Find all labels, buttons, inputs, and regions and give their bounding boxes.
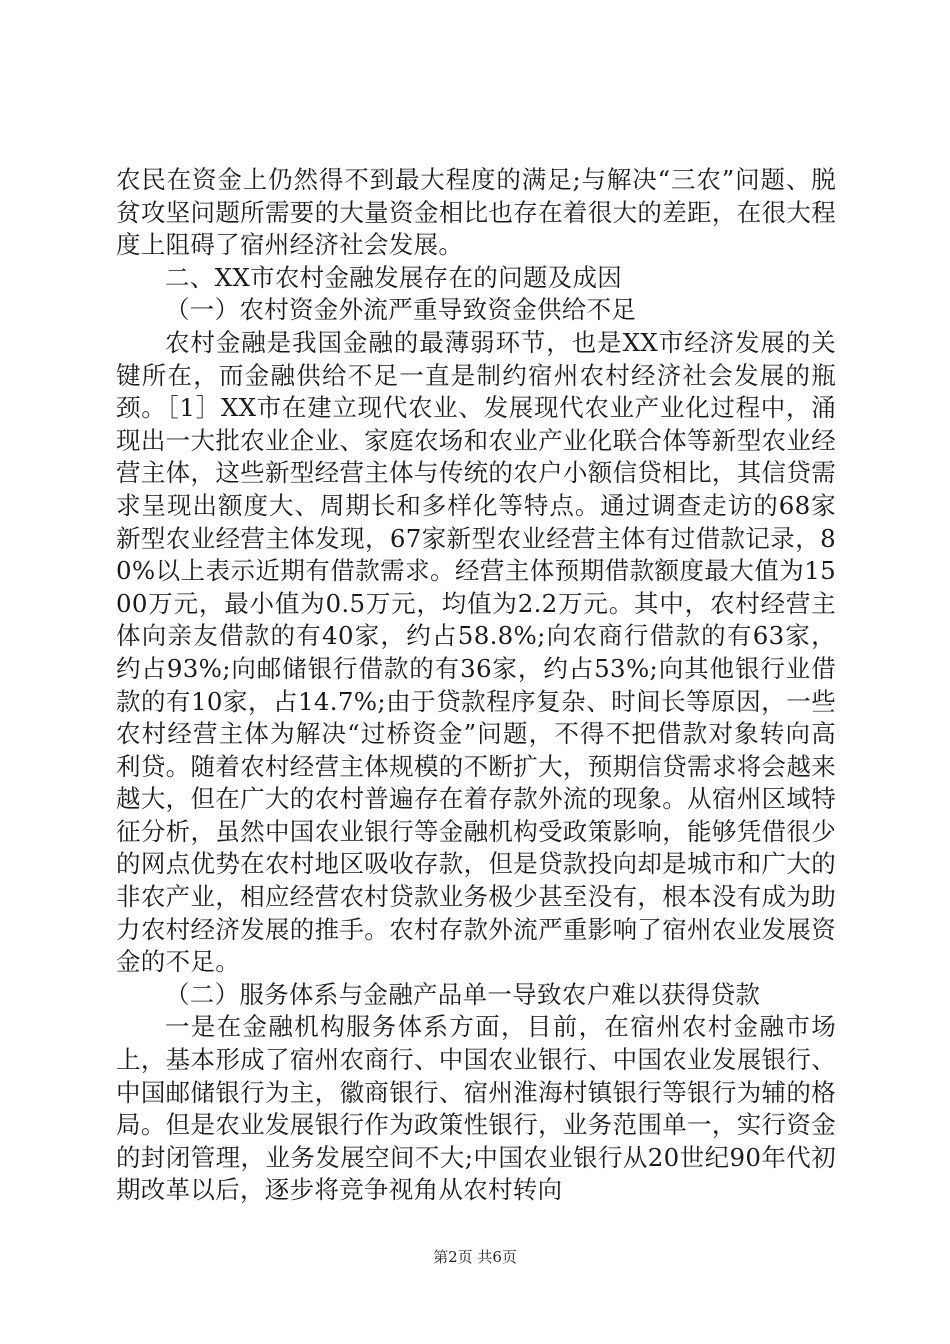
paragraph-body-2: 一是在金融机构服务体系方面，目前，在宿州农村金融市场上，基本形成了宿州农商行、中国农业银行、中国农业发展银行、中国邮储银行为主，徽商银行、宿州淮海村镇银行等银行为辅的格局。但是农业发展银行作为政策性银行，业务范围单一，实行资金的封闭管理，业务发展空间不大;中国农业银行从20世纪90年代初期改革以后，逐步将竞争视角从农村转向 [116, 1012, 836, 1205]
page-number-footer: 第2页 共6页 [433, 1248, 517, 1266]
paragraph-body-1: 农村金融是我国金融的最薄弱环节，也是XX市经济发展的关键所在，而金融供给不足一直是制约宿州农村经济社会发展的瓶颈。［1］XX市在建立现代农业、发展现代农业产业化过程中，涌现出一大批农业企业、家庭农场和农业产业化联合体等新型农业经营主体，这些新型经营主体与传统的农户小额信贷相比，其信贷需求呈现出额度大、周期长和多样化等特点。通过调查走访的68家新型农业经营主体发现，67家新型农业经营主体有过借款记录，80%以上表示近期有借款需求。经营主体预期借款额度最大值为1500万元，最小值为0.5万元，均值为2.2万元。其中，农村经营主体向亲友借款的有40家，约占58.8%;向农商行借款的有63家，约占93%;向邮储银行借款的有36家，约占53%;向其他银行业借款的有10家，占14.7%;由于贷款程序复杂、时间长等原因，一些农村经营主体为解决“过桥资金”问题，不得不把借款对象转向高利贷。随着农村经营主体规模的不断扩大，预期信贷需求将会越来越大，但在广大的农村普遍存在着存款外流的现象。从宿州区域特征分析，虽然中国农业银行等金融机构受政策影响，能够凭借很少的网点优势在农村地区吸收存款，但是贷款投向却是城市和广大的非农产业，相应经营农村贷款业务极少甚至没有，根本没有成为助力农村经济发展的推手。农村存款外流严重影响了宿州农业发展资金的不足。 [116, 327, 836, 977]
document-body [116, 164, 836, 1207]
paragraph-continued: 农民在资金上仍然得不到最大程度的满足;与解决“三农”问题、脱贫攻坚问题所需要的大量资金相比也存在着很大的差距，在很大程度上阻碍了宿州经济社会发展。 [116, 165, 836, 260]
subsection-heading-1: （一）农村资金外流严重导致资金供给不足 [165, 295, 637, 325]
subsection-heading-2: （二）服务体系与金融产品单一导致农户难以获得贷款 [165, 979, 761, 1009]
section-heading: 二、XX市农村金融发展存在的问题及成因 [165, 262, 623, 292]
